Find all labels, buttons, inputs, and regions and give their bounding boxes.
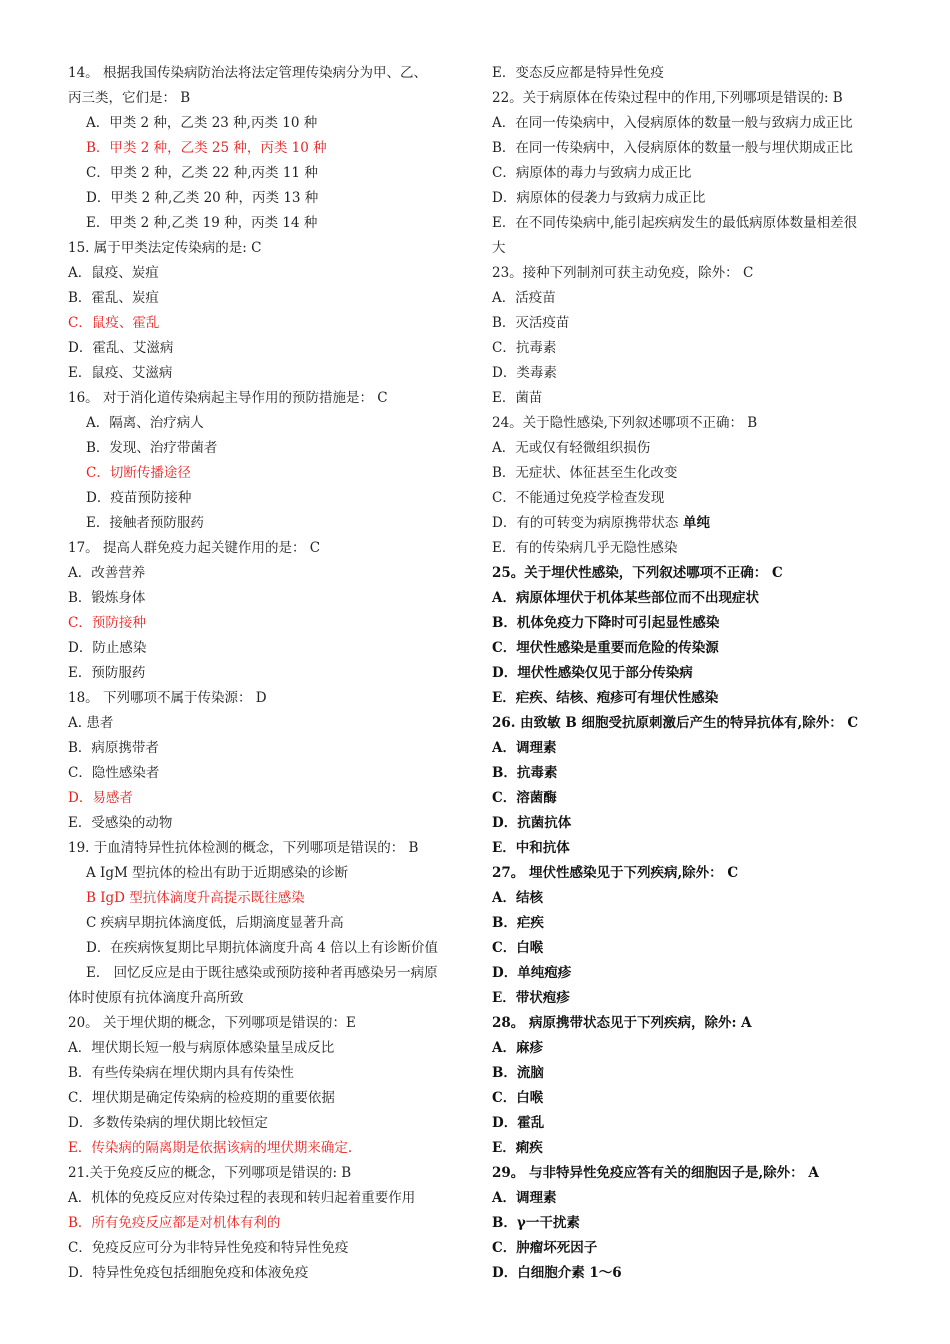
text-line xyxy=(68,761,460,786)
line-text: 22。关于病原体在传染过程中的作用,下列哪项是错误的: B xyxy=(492,90,843,106)
text-line xyxy=(492,511,884,536)
text-line xyxy=(492,486,884,511)
line-text: D．抗菌抗体 xyxy=(492,815,572,831)
text-line xyxy=(68,211,460,236)
text-line xyxy=(68,1136,460,1161)
text-line xyxy=(68,186,460,211)
text-line xyxy=(68,686,460,711)
line-text: C．隐性感染者 xyxy=(68,765,160,781)
text-line xyxy=(68,536,460,561)
line-text: A．隔离、治疗病人 xyxy=(86,415,204,431)
line-text: D．霍乱、艾滋病 xyxy=(68,340,174,356)
line-text: 14。 根据我国传染病防治法将法定管理传染病分为甲、乙、 xyxy=(68,65,427,81)
text-line xyxy=(68,511,460,536)
line-text: 25。关于埋伏性感染，下列叙述哪项不正确： C xyxy=(492,565,783,581)
text-line xyxy=(68,1061,460,1086)
line-text: B．流脑 xyxy=(492,1065,544,1081)
line-text: 28。 病原携带状态见于下列疾病，除外: A xyxy=(492,1015,752,1031)
text-line xyxy=(492,1186,884,1211)
text-line xyxy=(68,411,460,436)
line-text: A．病原体埋伏于机体某些部位而不出现症状 xyxy=(492,590,759,606)
line-text: A IgM 型抗体的检出有助于近期感染的诊断 xyxy=(86,865,349,881)
text-line xyxy=(492,961,884,986)
line-text: 18。 下列哪项不属于传染源： D xyxy=(68,690,267,706)
line-text: A．结核 xyxy=(492,890,543,906)
line-text: E．菌苗 xyxy=(492,390,543,406)
text-line xyxy=(492,1111,884,1136)
text-line xyxy=(492,986,884,1011)
text-line xyxy=(68,936,460,961)
text-line xyxy=(492,611,884,636)
text-line xyxy=(492,186,884,211)
text-line xyxy=(68,636,460,661)
line-text: 19. 于血清特异性抗体检测的概念，下列哪项是错误的： B xyxy=(68,840,419,856)
text-line xyxy=(68,1086,460,1111)
text-line xyxy=(492,811,884,836)
text-line xyxy=(68,336,460,361)
line-text: A．鼠疫、炭疽 xyxy=(68,265,159,281)
text-line xyxy=(68,1111,460,1136)
line-text: B．霍乱、炭疽 xyxy=(68,290,159,306)
line-text: B．γ一干扰素 xyxy=(492,1215,580,1231)
text-line xyxy=(492,1086,884,1111)
line-text: B．疟疾 xyxy=(492,915,544,931)
text-line xyxy=(68,1161,460,1186)
text-line xyxy=(492,136,884,161)
text-line xyxy=(68,161,460,186)
line-text: 20。 关于埋伏期的概念，下列哪项是错误的：E xyxy=(68,1015,356,1031)
text-line xyxy=(492,936,884,961)
line-text: E．变态反应都是特异性免疫 xyxy=(492,65,664,81)
text-line xyxy=(68,736,460,761)
text-line xyxy=(492,1161,884,1186)
line-text: A．甲类 2 种，乙类 23 种,丙类 10 种 xyxy=(86,115,318,131)
line-text: D．疫苗预防接种 xyxy=(86,490,192,506)
line-text: C．埋伏期是确定传染病的检疫期的重要依据 xyxy=(68,1090,335,1106)
line-text: E．痢疾 xyxy=(492,1140,543,1156)
text-line xyxy=(68,261,460,286)
line-text: D．有的可转变为病原携带状态 xyxy=(492,515,679,531)
text-line xyxy=(68,586,460,611)
line-text: C．不能通过免疫学检查发现 xyxy=(492,490,665,506)
text-line xyxy=(68,486,460,511)
text-line xyxy=(492,786,884,811)
text-line xyxy=(492,461,884,486)
text-line xyxy=(492,86,884,111)
line-text: 29。 与非特异性免疫应答有关的细胞因子是,除外： A xyxy=(492,1165,819,1181)
text-line xyxy=(492,686,884,711)
text-line xyxy=(492,711,884,736)
text-line xyxy=(492,236,884,261)
line-text: D．单纯疱疹 xyxy=(492,965,572,981)
line-text: C．预防接种 xyxy=(68,615,146,631)
text-line xyxy=(492,386,884,411)
text-line xyxy=(492,586,884,611)
line-text: E． 回忆反应是由于既往感染或预防接种者再感染另一病原 xyxy=(86,965,438,981)
text-line xyxy=(492,161,884,186)
line-text: D．病原体的侵袭力与致病力成正比 xyxy=(492,190,706,206)
line-text: A．埋伏期长短一般与病原体感染量呈成反比 xyxy=(68,1040,335,1056)
line-text: 16。 对于消化道传染病起主导作用的预防措施是： C xyxy=(68,390,388,406)
line-text: 丙三类，它们是： B xyxy=(68,90,191,106)
text-line xyxy=(492,61,884,86)
line-text: D．特异性免疫包括细胞免疫和体液免疫 xyxy=(68,1265,309,1281)
line-text: D．防止感染 xyxy=(68,640,147,656)
line-text: C．肿瘤坏死因子 xyxy=(492,1240,598,1256)
line-text: B．病原携带者 xyxy=(68,740,159,756)
text-line xyxy=(492,761,884,786)
text-line xyxy=(492,436,884,461)
line-text: E．传染病的隔离期是依据该病的埋伏期来确定. xyxy=(68,1140,353,1156)
text-line xyxy=(492,1261,884,1286)
line-text: 26. 由致敏 B 细胞受抗原刺激后产生的特异抗体有,除外： C xyxy=(492,715,859,731)
text-line xyxy=(492,111,884,136)
text-line xyxy=(492,1236,884,1261)
text-line xyxy=(492,261,884,286)
line-text: C．抗毒素 xyxy=(492,340,557,356)
line-text: A. 患者 xyxy=(68,715,114,731)
line-text: 大 xyxy=(492,240,506,256)
text-line xyxy=(68,1211,460,1236)
text-line xyxy=(68,786,460,811)
text-line xyxy=(68,661,460,686)
line-text: D．类毒素 xyxy=(492,365,557,381)
line-text: B．抗毒素 xyxy=(492,765,558,781)
text-line xyxy=(492,1136,884,1161)
text-line xyxy=(492,636,884,661)
line-text: B．甲类 2 种，乙类 25 种，丙类 10 种 xyxy=(86,140,327,156)
text-line xyxy=(68,361,460,386)
text-line xyxy=(68,461,460,486)
line-text: C．甲类 2 种，乙类 22 种,丙类 11 种 xyxy=(86,165,318,181)
text-line xyxy=(68,1186,460,1211)
line-text: C 疾病早期抗体滴度低，后期滴度显著升高 xyxy=(86,915,344,931)
line-text: A．调理素 xyxy=(492,1190,557,1206)
line-text: A．活疫苗 xyxy=(492,290,556,306)
line-text: A．改善营养 xyxy=(68,565,146,581)
text-line xyxy=(492,736,884,761)
text-line xyxy=(492,561,884,586)
line-text: A．在同一传染病中，入侵病原体的数量一般与致病力成正比 xyxy=(492,115,853,131)
line-text: 27。 埋伏性感染见于下列疾病,除外： C xyxy=(492,865,739,881)
line-text: 21.关于免疫反应的概念，下列哪项是错误的: B xyxy=(68,1165,352,1181)
line-text: A．机体的免疫反应对传染过程的表现和转归起着重要作用 xyxy=(68,1190,416,1206)
line-text: A．麻疹 xyxy=(492,1040,543,1056)
line-text: D．甲类 2 种,乙类 20 种，丙类 13 种 xyxy=(86,190,319,206)
text-line xyxy=(68,1011,460,1036)
line-text: D．埋伏性感染仅见于部分传染病 xyxy=(492,665,693,681)
line-text: E．受感染的动物 xyxy=(68,815,173,831)
line-text: B．锻炼身体 xyxy=(68,590,146,606)
line-text: E．甲类 2 种,乙类 19 种，丙类 14 种 xyxy=(86,215,318,231)
right-column xyxy=(492,61,884,1286)
line-text: E．鼠疫、艾滋病 xyxy=(68,365,173,381)
text-line xyxy=(492,211,884,236)
text-line xyxy=(492,336,884,361)
text-line xyxy=(492,1211,884,1236)
line-text: E．带状疱疹 xyxy=(492,990,570,1006)
text-line xyxy=(68,861,460,886)
line-text: C．埋伏性感染是重要而危险的传染源 xyxy=(492,640,719,656)
line-text: B．发现、治疗带菌者 xyxy=(86,440,218,456)
text-line xyxy=(492,311,884,336)
line-text: 体时使原有抗体滴度升高所致 xyxy=(68,990,244,1006)
line-text: D．白细胞介素 1～6 xyxy=(492,1265,622,1281)
text-line xyxy=(68,561,460,586)
text-line xyxy=(68,61,460,86)
line-text: C．溶菌酶 xyxy=(492,790,557,806)
text-line xyxy=(68,1236,460,1261)
line-text: E．有的传染病几乎无隐性感染 xyxy=(492,540,678,556)
text-line xyxy=(68,1036,460,1061)
text-line xyxy=(68,236,460,261)
line-text: D．多数传染病的埋伏期比较恒定 xyxy=(68,1115,268,1131)
text-line xyxy=(68,836,460,861)
text-line xyxy=(492,661,884,686)
text-line xyxy=(68,136,460,161)
line-text: 17。 提高人群免疫力起关键作用的是： C xyxy=(68,540,321,556)
line-text: B．灭活疫苗 xyxy=(492,315,570,331)
text-line xyxy=(68,986,460,1011)
line-text: 24。关于隐性感染,下列叙述哪项不正确： B xyxy=(492,415,758,431)
line-text: C．免疫反应可分为非特异性免疫和特异性免疫 xyxy=(68,1240,349,1256)
line-text: E．在不同传染病中,能引起疾病发生的最低病原体数量相差很 xyxy=(492,215,858,231)
line-text: E．接触者预防服药 xyxy=(86,515,204,531)
line-text: E．预防服药 xyxy=(68,665,146,681)
text-line xyxy=(492,536,884,561)
left-column xyxy=(68,61,460,1286)
line-text: E．疟疾、结核、疱疹可有埋伏性感染 xyxy=(492,690,719,706)
text-line xyxy=(492,861,884,886)
text-line xyxy=(492,361,884,386)
bold-note: 单纯 xyxy=(678,515,711,531)
line-text: B．无症状、体征甚至生化改变 xyxy=(492,465,678,481)
text-line xyxy=(68,311,460,336)
line-text: B．有些传染病在埋伏期内具有传染性 xyxy=(68,1065,294,1081)
line-text: D．易感者 xyxy=(68,790,133,806)
text-line xyxy=(68,711,460,736)
line-text: D．霍乱 xyxy=(492,1115,545,1131)
line-text: C．白喉 xyxy=(492,940,544,956)
line-text: D．在疾病恢复期比早期抗体滴度升高 4 倍以上有诊断价值 xyxy=(86,940,438,956)
text-line xyxy=(68,886,460,911)
text-line xyxy=(68,1261,460,1286)
text-line xyxy=(68,286,460,311)
line-text: B．在同一传染病中，入侵病原体的数量一般与埋伏期成正比 xyxy=(492,140,853,156)
text-line xyxy=(68,386,460,411)
line-text: C．病原体的毒力与致病力成正比 xyxy=(492,165,692,181)
text-line xyxy=(68,111,460,136)
text-line xyxy=(492,411,884,436)
line-text: A．调理素 xyxy=(492,740,557,756)
text-line xyxy=(492,886,884,911)
line-text: B．所有免疫反应都是对机体有利的 xyxy=(68,1215,281,1231)
text-line xyxy=(492,286,884,311)
line-text: A．无或仅有轻微组织损伤 xyxy=(492,440,651,456)
line-text: C．切断传播途径 xyxy=(86,465,191,481)
text-line xyxy=(492,1036,884,1061)
text-line xyxy=(68,436,460,461)
text-line xyxy=(68,911,460,936)
text-line xyxy=(68,811,460,836)
text-line xyxy=(492,836,884,861)
line-text: C．鼠疫、霍乱 xyxy=(68,315,160,331)
line-text: C．白喉 xyxy=(492,1090,544,1106)
text-line xyxy=(492,911,884,936)
text-line xyxy=(68,611,460,636)
line-text: 15. 属于甲类法定传染病的是: C xyxy=(68,240,262,256)
text-line xyxy=(492,1061,884,1086)
text-line xyxy=(68,86,460,111)
line-text: B IgD 型抗体滴度升高提示既往感染 xyxy=(86,890,305,906)
line-text: 23。接种下列制剂可获主动免疫，除外： C xyxy=(492,265,754,281)
text-line xyxy=(68,961,460,986)
text-line xyxy=(492,1011,884,1036)
line-text: E．中和抗体 xyxy=(492,840,570,856)
line-text: B．机体免疫力下降时可引起显性感染 xyxy=(492,615,720,631)
